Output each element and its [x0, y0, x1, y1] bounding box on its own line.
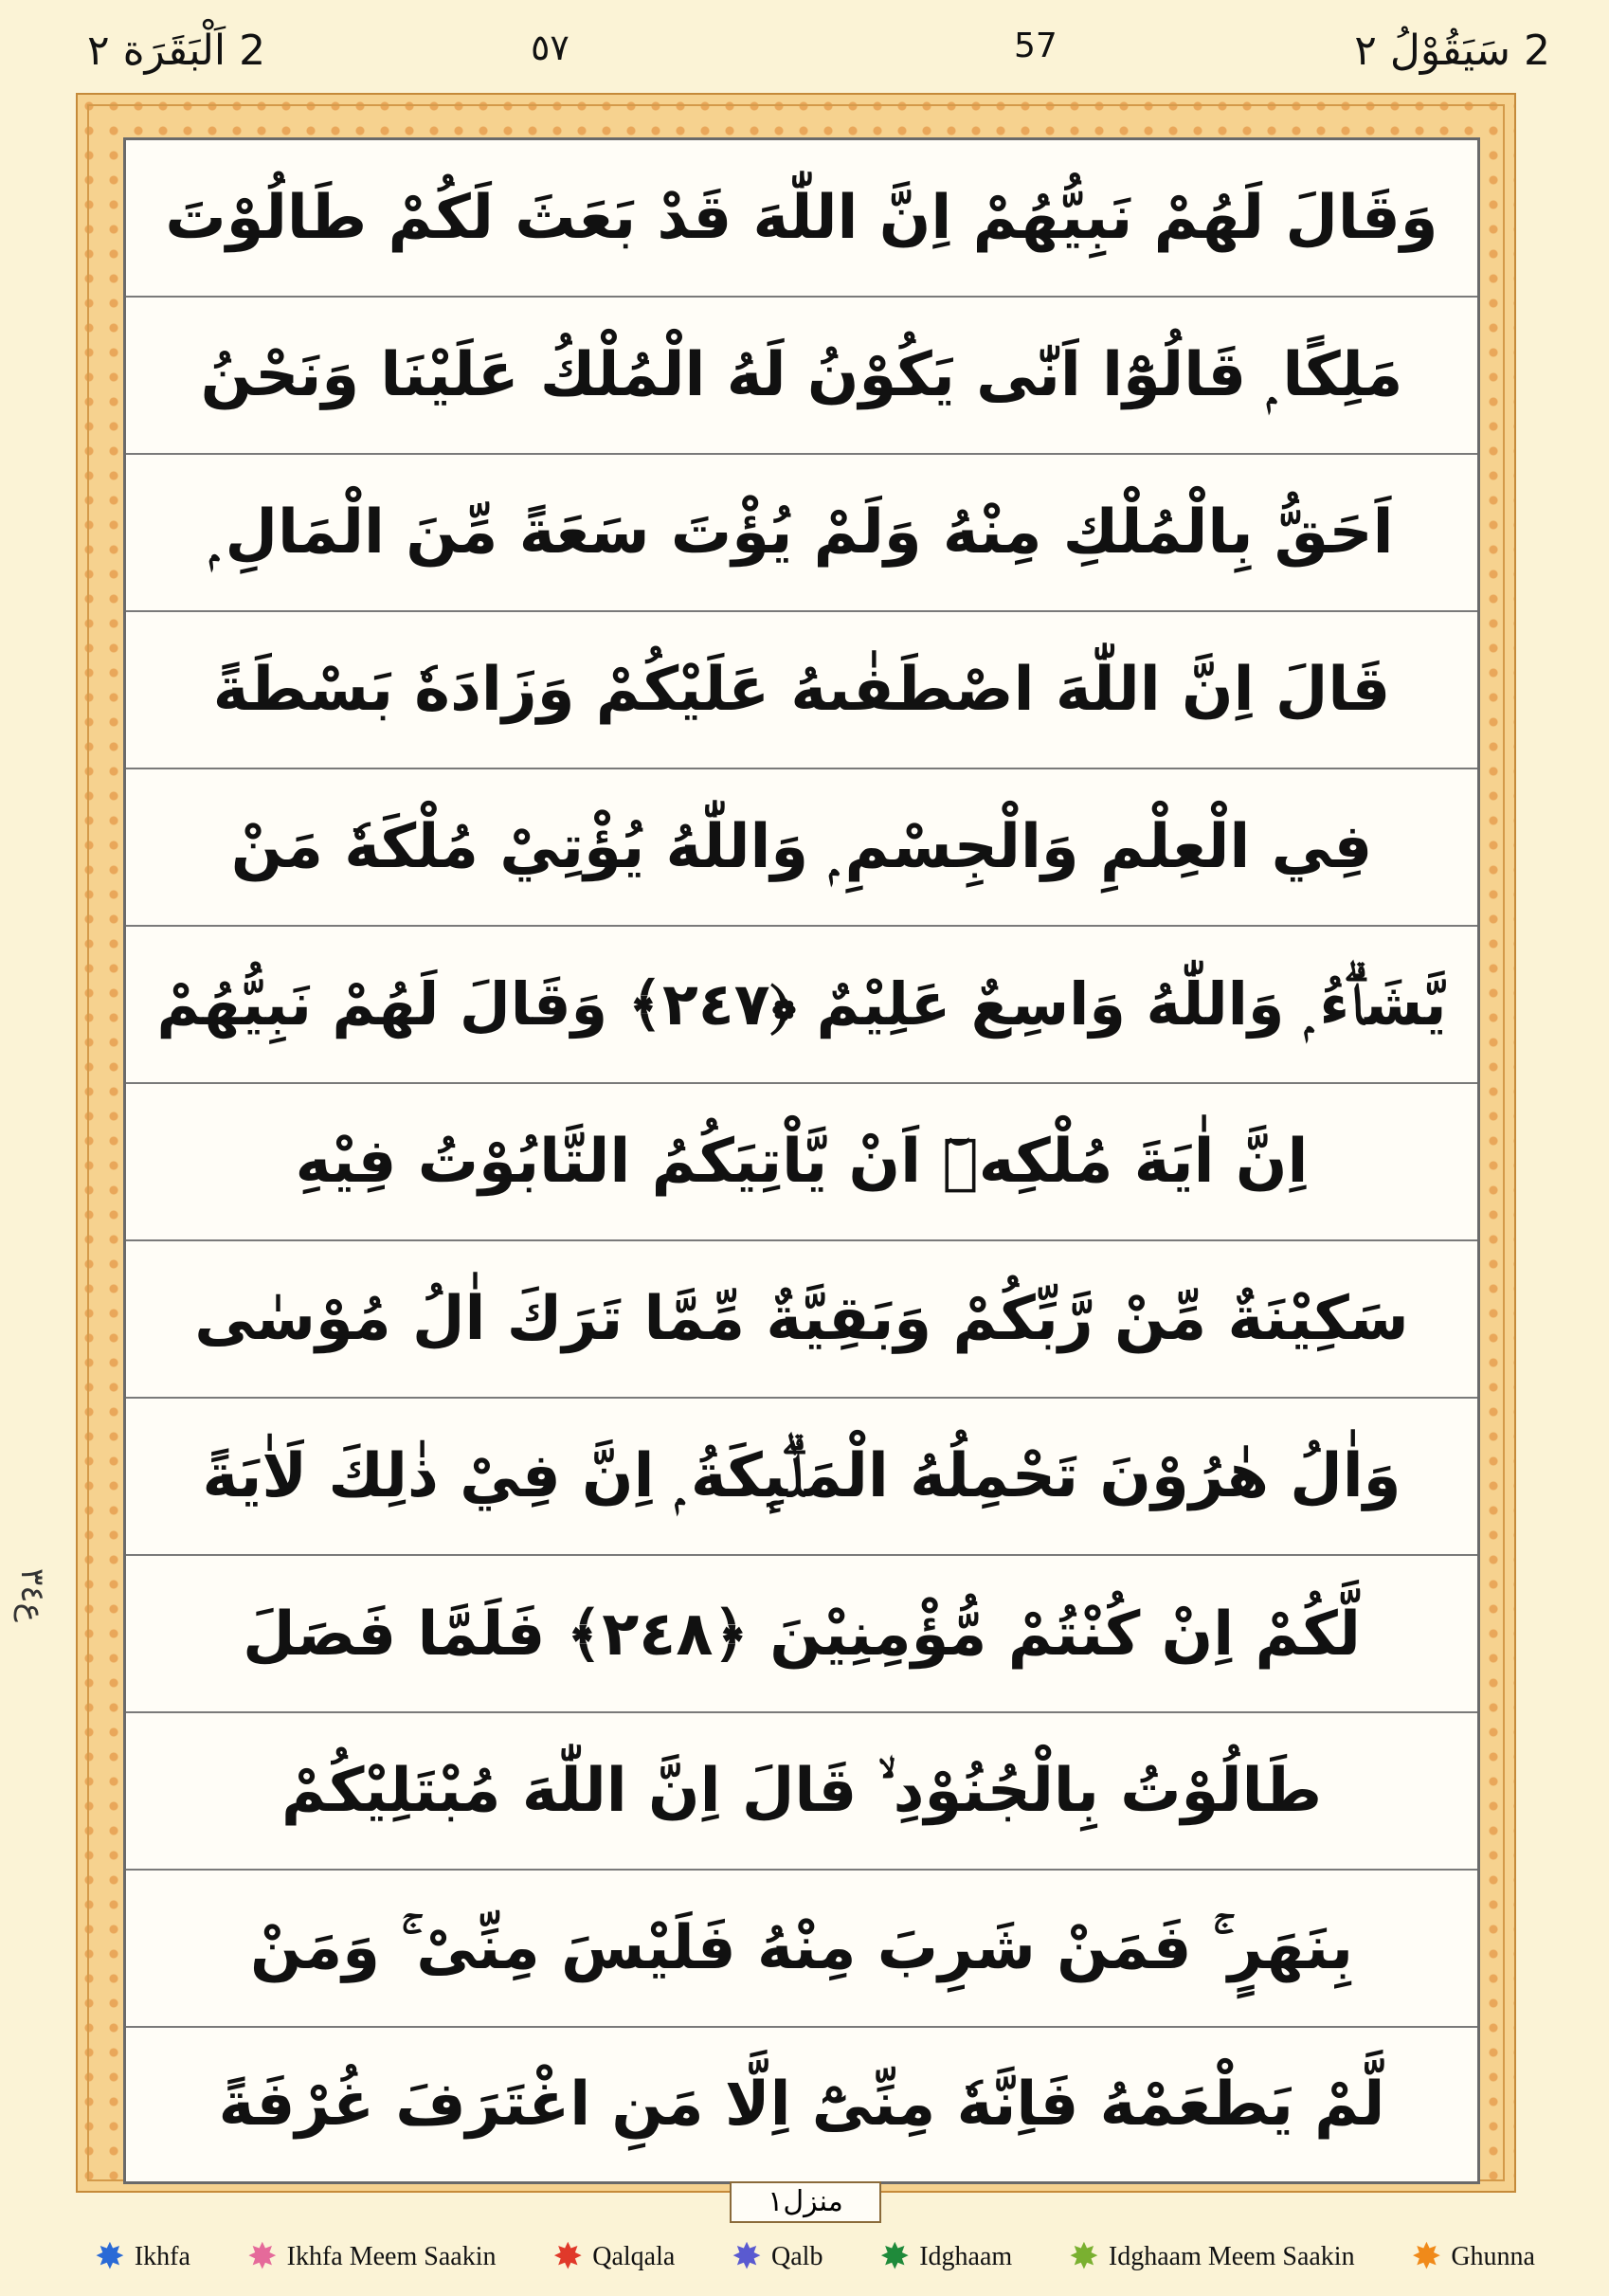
legend-item-qalqala [552, 2239, 675, 2275]
legend-label: Idghaam Meem Saakin [1108, 2242, 1355, 2271]
legend-label: Ikhfa [134, 2242, 190, 2271]
verse-text: لَّكُمْ اِنْ كُنْتُمْ مُّؤْمِنِيْنَ ﴿٢٤٨﴾ فَلَمَّا فَصَلَ [243, 1599, 1361, 1670]
verse-text: مَلِكًا ۭ قَالُوْٓا اَنّٰى يَكُوْنُ لَهُ الْمُلْكُ عَلَيْنَا وَنَحْنُ [200, 340, 1403, 410]
text-line [126, 298, 1477, 455]
legend-item-ikhfa-meem-saakin [247, 2239, 497, 2275]
text-line [126, 612, 1477, 769]
text-line [126, 140, 1477, 298]
legend-item-ikhfa [95, 2239, 190, 2275]
star-icon: ✸ [732, 2237, 763, 2277]
quran-text-panel [123, 137, 1480, 2184]
page-number: 57 [1014, 27, 1058, 65]
legend-label: Ikhfa Meem Saakin [286, 2242, 497, 2271]
verse-text: طَالُوْتُ بِالْجُنُوْدِ ۙ قَالَ اِنَّ اللّٰهَ مُبْتَلِيْكُمْ [281, 1756, 1322, 1826]
star-icon: ✸ [552, 2237, 584, 2277]
star-icon: ✸ [879, 2237, 911, 2277]
verse-text: اَحَقُّ بِالْمُلْكِ مِنْهُ وَلَمْ يُؤْتَ سَعَةً مِّنَ الْمَالِ ۭ [209, 497, 1394, 568]
verse-text: بِنَهَرٍ ۚ فَمَنْ شَرِبَ مِنْهُ فَلَيْسَ مِنِّىْ ۚ وَمَنْ [249, 1913, 1354, 1983]
legend-item-qalb [732, 2239, 823, 2275]
ruku-marker: ع٣٤ [13, 1568, 51, 1622]
verse-text: وَاٰلُ هٰرُوْنَ تَحْمِلُهُ الْمَلٰۗىِٕكَةُ ۭ اِنَّ فِيْ ذٰلِكَ لَاٰيَةً [202, 1441, 1401, 1511]
juz-name: 2 سَيَقُوْلُ ٢ [1354, 27, 1550, 75]
star-icon: ✸ [1411, 2237, 1442, 2277]
verse-text: قَالَ اِنَّ اللّٰهَ اصْطَفٰىهُ عَلَيْكُمْ وَزَادَهٗ بَسْطَةً [212, 655, 1391, 725]
text-line [126, 1399, 1477, 1556]
text-line [126, 1084, 1477, 1241]
text-line [126, 769, 1477, 927]
legend-label: Qalb [771, 2242, 823, 2271]
page-number-arabic: ٥٧ [531, 27, 569, 68]
text-line [126, 927, 1477, 1084]
verse-text: وَقَالَ لَهُمْ نَبِيُّهُمْ اِنَّ اللّٰهَ قَدْ بَعَثَ لَكُمْ طَالُوْتَ [165, 183, 1438, 253]
verse-text: فِي الْعِلْمِ وَالْجِسْمِ ۭ وَاللّٰهُ يُؤْتِيْ مُلْكَهٗ مَنْ [230, 812, 1373, 882]
verse-text: اِنَّ اٰيَةَ مُلْكِهٖٓ اَنْ يَّاْتِيَكُمُ التَّابُوْتُ فِيْهِ [295, 1127, 1309, 1197]
surah-name: 2 اَلْبَقَرَة ٢ [87, 27, 266, 75]
legend-label: Idghaam [919, 2242, 1013, 2271]
text-line [126, 455, 1477, 612]
verse-text: لَّمْ يَطْعَمْهُ فَاِنَّهٗ مِنِّىْٓ اِلَّا مَنِ اغْتَرَفَ غُرْفَةً [218, 2070, 1385, 2140]
text-line [126, 1556, 1477, 1713]
tajweed-legend [95, 2229, 1535, 2286]
page-header [0, 0, 1609, 95]
star-icon: ✸ [246, 2237, 278, 2277]
verse-text: يَّشَاۗءُ ۭ وَاللّٰهُ وَاسِعٌ عَلِيْمٌ ﴿٢٤٧﴾ وَقَالَ لَهُمْ نَبِيُّهُمْ [156, 969, 1447, 1039]
text-line [126, 1241, 1477, 1399]
legend-item-idghaam-meem-saakin [1069, 2239, 1355, 2275]
text-line [126, 1713, 1477, 1871]
text-line [126, 2028, 1477, 2181]
verse-text: سَكِيْنَةٌ مِّنْ رَّبِّكُمْ وَبَقِيَّةٌ مِّمَّا تَرَكَ اٰلُ مُوْسٰى [194, 1284, 1409, 1354]
legend-label: Qalqala [592, 2242, 676, 2271]
legend-item-idghaam [879, 2239, 1012, 2275]
text-line [126, 1871, 1477, 2028]
legend-label: Ghunna [1451, 2242, 1535, 2271]
star-icon: ✸ [95, 2237, 125, 2277]
star-icon: ✸ [1069, 2237, 1099, 2277]
legend-item-ghunna [1411, 2239, 1535, 2275]
manzil-label: منزل١ [730, 2181, 881, 2223]
